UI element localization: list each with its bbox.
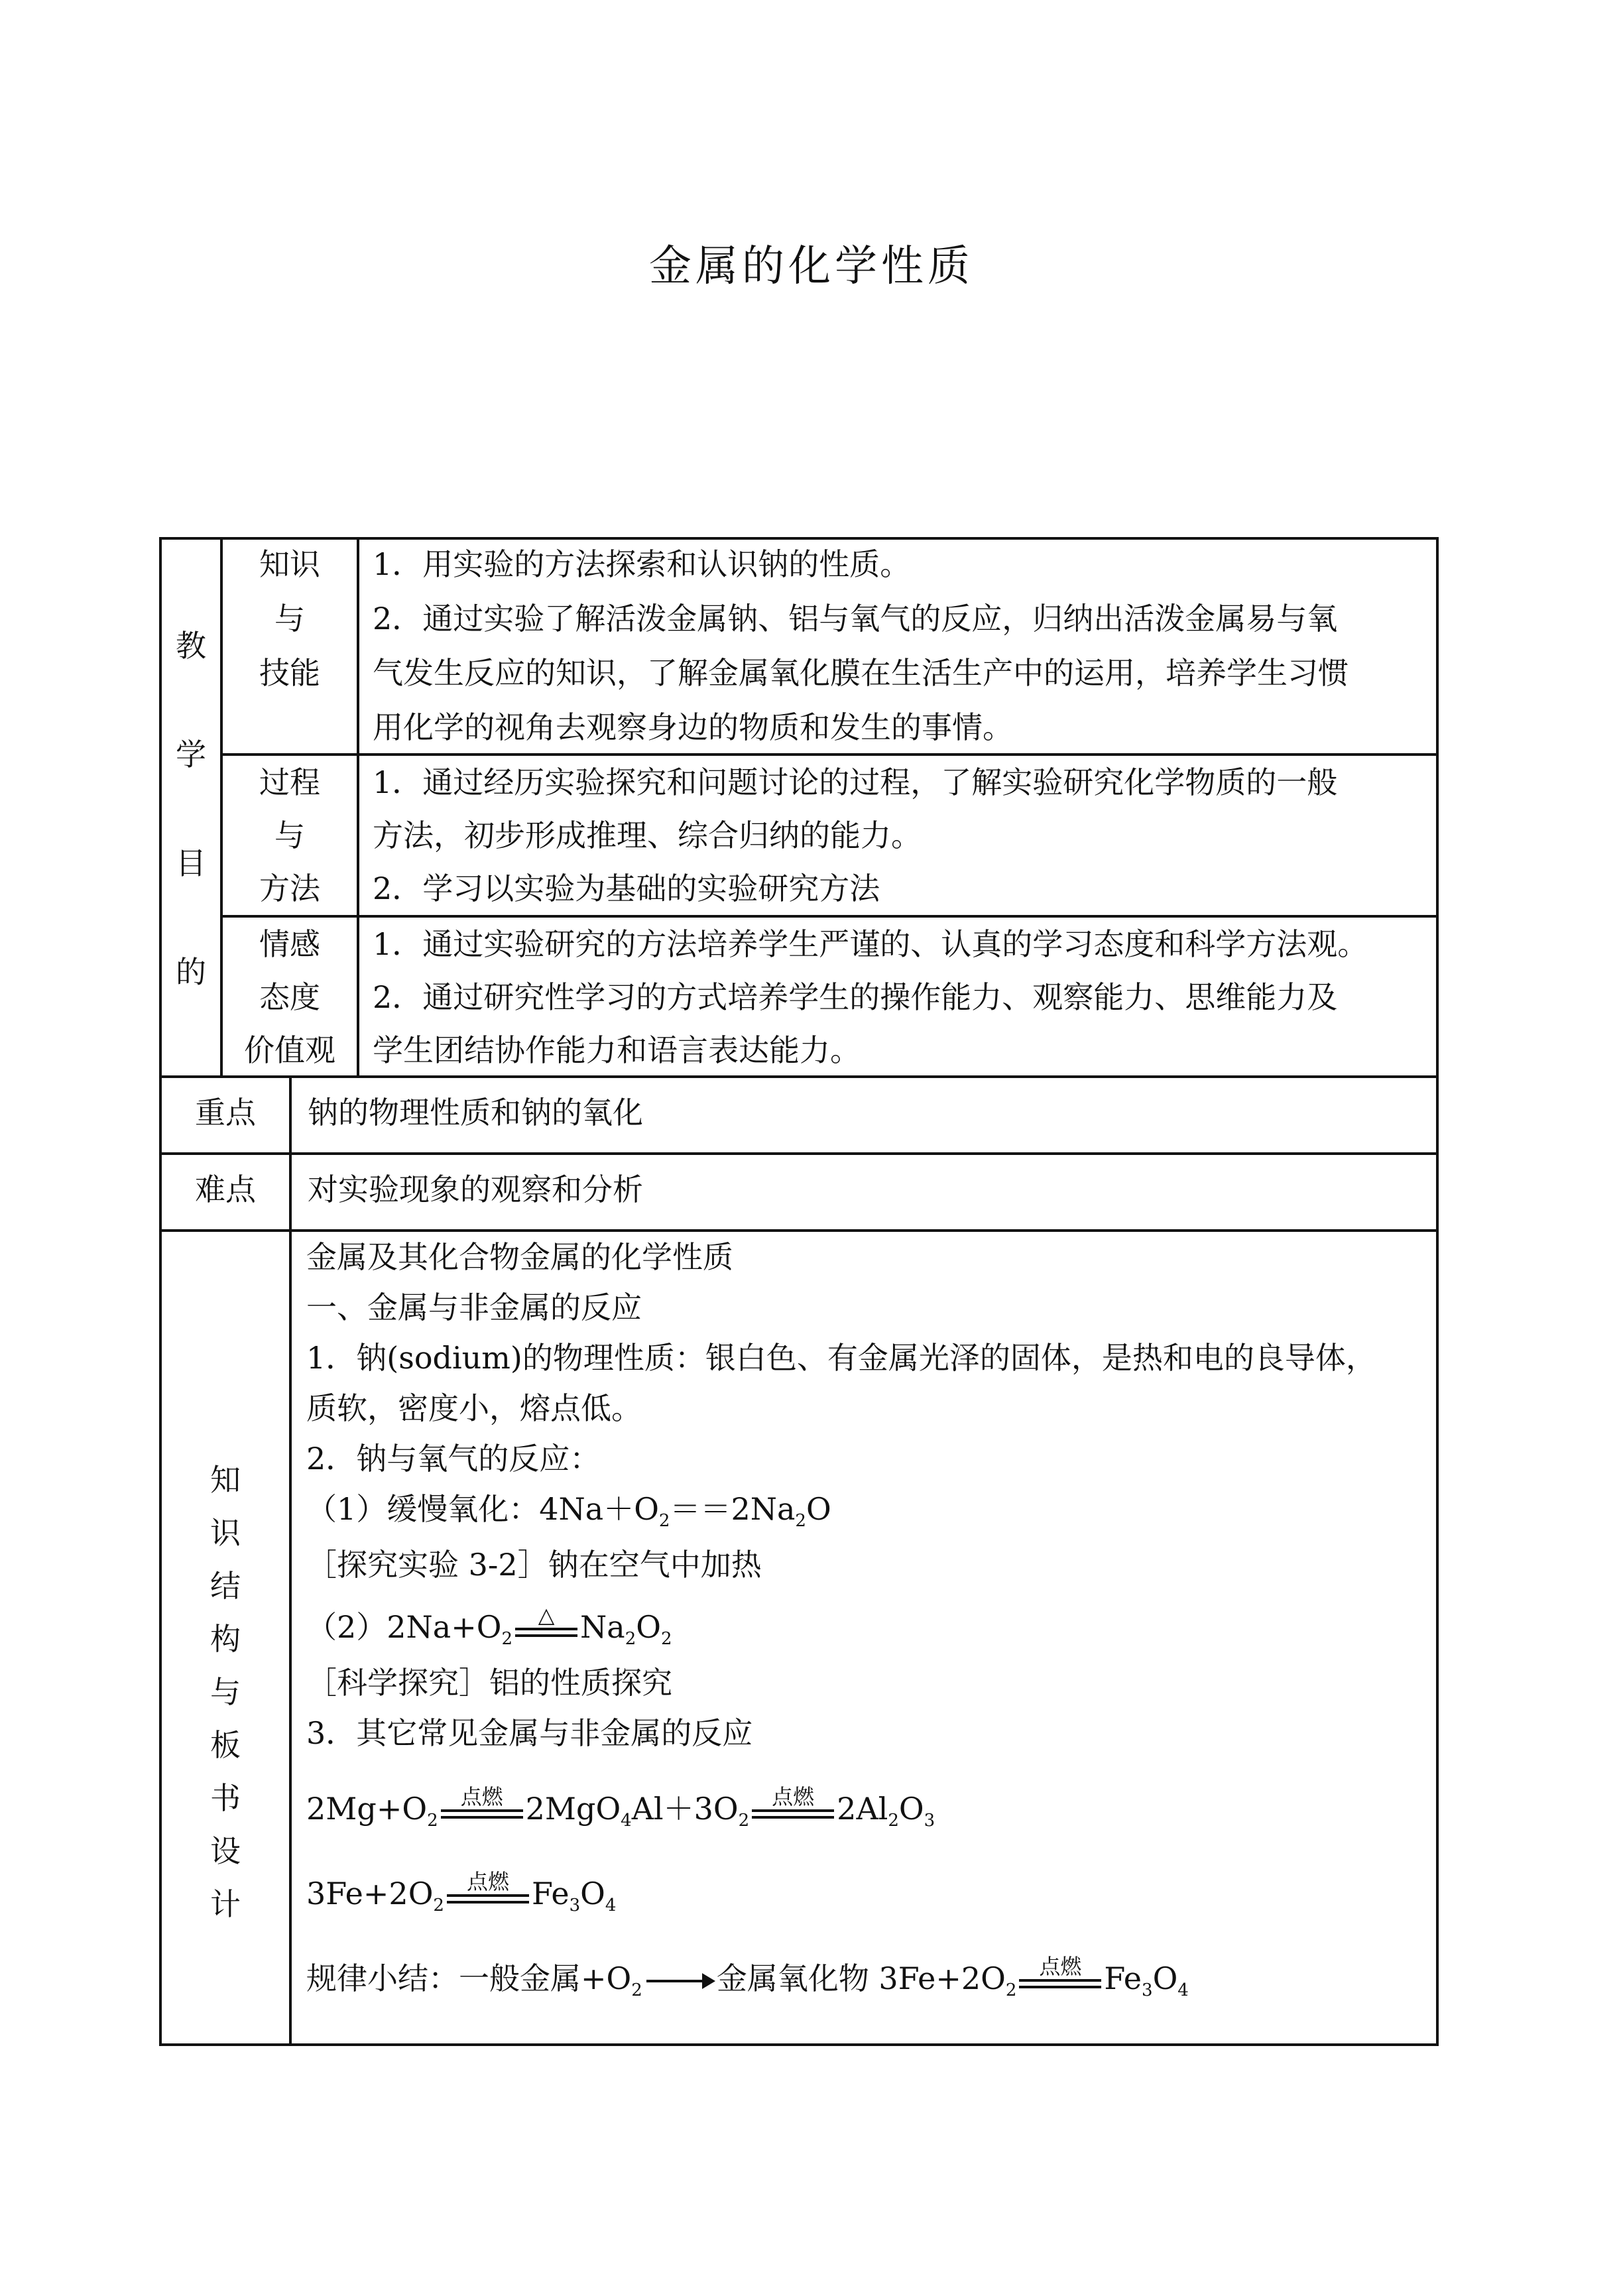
subscript: 2 [658,1511,670,1531]
subscript: 2 [433,1896,444,1915]
ignite-condition: 点燃 [772,1784,815,1809]
objective-text [373,537,1349,755]
category-line: 情感 [259,926,320,962]
text-line: 2．通过实验了解活泼金属钠、铝与氧气的反应，归纳出活泼金属易与氧 [373,601,1338,636]
subscript: 2 [660,1629,672,1649]
subscript: 2 [1005,1980,1017,2000]
reaction-equals [441,1785,523,1819]
subscript: 4 [1177,1980,1189,2000]
double-line [1019,1979,1101,1988]
text-line: 2．学习以实验为基础的实验研究方法 [373,871,880,906]
category-line: 与 [274,601,305,636]
board-line-slow-oxidation [306,1484,1376,1540]
formula-part: O [636,1609,661,1645]
board-label-char: 板 [210,1727,241,1763]
board-line-mg-al [306,1783,1376,1839]
subscript: 2 [738,1811,750,1831]
text-line: 气发生反应的知识，了解金属氧化膜在生活生产中的运用，培养学生习惯 [373,655,1349,691]
double-line [752,1809,834,1819]
lesson-table [159,537,1439,2046]
board-label-char: 结 [210,1568,241,1604]
board-label-char: 识 [210,1515,241,1551]
reaction-equals [752,1785,834,1819]
text-line: 1．通过经历实验探究和问题讨论的过程，了解实验研究化学物质的一般 [373,764,1338,800]
board-label-char: 计 [210,1886,241,1922]
board-label-char: 书 [210,1780,241,1816]
formula-part: 2Al [837,1791,888,1827]
board-line: 2．钠与氧气的反应： [306,1441,601,1477]
formula-part: 2Mg+O [306,1791,428,1827]
key-point-label: 重点 [195,1095,256,1130]
text-line: 1．用实验的方法探索和认识钠的性质。 [373,546,911,582]
category-line: 价值观 [244,1032,335,1068]
category-line: 与 [274,817,305,853]
heat-condition: △ [538,1602,555,1628]
formula-part: Al＋3O [631,1791,739,1827]
board-label-char: 知 [210,1462,241,1498]
formula-part: ＝＝2Na [670,1491,796,1527]
formula-part: （1）缓慢氧化：4Na＋O [306,1491,659,1527]
text-line: 学生团结协作能力和语言表达能力。 [373,1032,861,1068]
category-line: 方法 [259,871,320,906]
board-line-fe [306,1868,1376,1924]
objectives-label-char: 目 [176,845,206,881]
category-process-methods [223,756,357,915]
board-line: 一、金属与非金属的反应 [306,1290,642,1325]
formula-part: O [580,1876,605,1911]
formula-part: （2）2Na+O [306,1609,502,1645]
board-line-summary [306,1953,1376,2009]
subscript: 3 [924,1811,935,1831]
category-line: 知识 [259,546,320,582]
subscript: 2 [888,1811,899,1831]
board-line-heating [306,1602,1376,1658]
reaction-equals [515,1604,577,1637]
ignite-condition: 点燃 [460,1784,503,1809]
difficulty-content: 对实验现象的观察和分析 [308,1172,643,1207]
board-content [306,1232,1376,2009]
subscript: 2 [427,1811,438,1831]
table-border-bottom [159,2043,1439,2046]
subscript: 3 [1142,1980,1153,2000]
category-line: 技能 [259,655,320,691]
objectives-label-char: 的 [176,954,206,990]
subscript: 2 [625,1629,636,1649]
board-line: ［探究实验 3-2］钠在空气中加热 [306,1547,762,1583]
subscript: 4 [621,1811,632,1831]
ignite-condition: 点燃 [1039,1954,1082,1979]
board-line: 3．其它常见金属与非金属的反应 [306,1715,753,1751]
formula-part: O [1152,1961,1178,1996]
double-line [515,1628,577,1637]
formula-part: 3Fe+2O [306,1876,434,1911]
table-border-right [1436,537,1439,2046]
board-line: 质软，密度小，熔点低。 [306,1390,642,1426]
ignite-condition: 点燃 [466,1869,509,1894]
objectives-label-char: 教 [176,628,206,664]
board-line: 1．钠(sodium)的物理性质：银白色、有金属光泽的固体，是热和电的良导体， [306,1340,1376,1376]
formula-part: 金属氧化物 3Fe+2O [716,1961,1006,1996]
difficulty-label: 难点 [195,1172,256,1207]
text-line: 2．通过研究性学习的方式培养学生的操作能力、观察能力、思维能力及 [373,979,1338,1015]
text-line: 方法，初步形成推理、综合归纳的能力。 [373,817,922,853]
objective-text [373,918,1368,1077]
formula-part: Na [580,1609,625,1645]
category-attitude-values [223,918,357,1077]
double-line [447,1894,529,1903]
objectives-label-char: 学 [176,737,206,772]
objective-text [373,756,1337,915]
reaction-equals [1019,1955,1101,1988]
formula-part: O [898,1791,924,1827]
text-line: 1．通过实验研究的方法培养学生严谨的、认真的学习态度和科学方法观。 [373,926,1368,962]
formula-part: O [806,1491,831,1527]
subscript: 3 [569,1896,581,1915]
board-line: ［科学探究］铝的性质探究 [306,1665,672,1701]
subscript: 2 [631,1980,642,2000]
double-line [441,1809,523,1819]
category-line: 过程 [259,764,320,800]
formula-part: Fe [1104,1961,1142,1996]
divider [289,1077,292,2045]
board-line: 金属及其化合物金属的化学性质 [306,1239,733,1275]
divider [357,537,359,1077]
board-label-char: 设 [210,1833,241,1869]
category-knowledge-skills [223,537,357,700]
reaction-equals [447,1870,529,1903]
board-label-char: 构 [210,1621,241,1657]
board-label-char: 与 [210,1674,241,1710]
subscript: 4 [605,1896,617,1915]
page-title: 金属的化学性质 [649,242,974,291]
formula-part: 2MgO [525,1791,621,1827]
formula-part: 规律小结：一般金属+O [306,1961,632,1996]
reaction-arrow [646,1980,713,1982]
subscript: 2 [795,1511,806,1531]
category-line: 态度 [259,979,320,1015]
board-label [162,1453,289,1931]
objectives-label [162,591,220,1026]
formula-part: Fe [531,1876,570,1911]
key-point-content: 钠的物理性质和钠的氧化 [308,1095,643,1130]
text-line: 用化学的视角去观察身边的物质和发生的事情。 [373,709,1013,745]
subscript: 2 [501,1629,513,1649]
